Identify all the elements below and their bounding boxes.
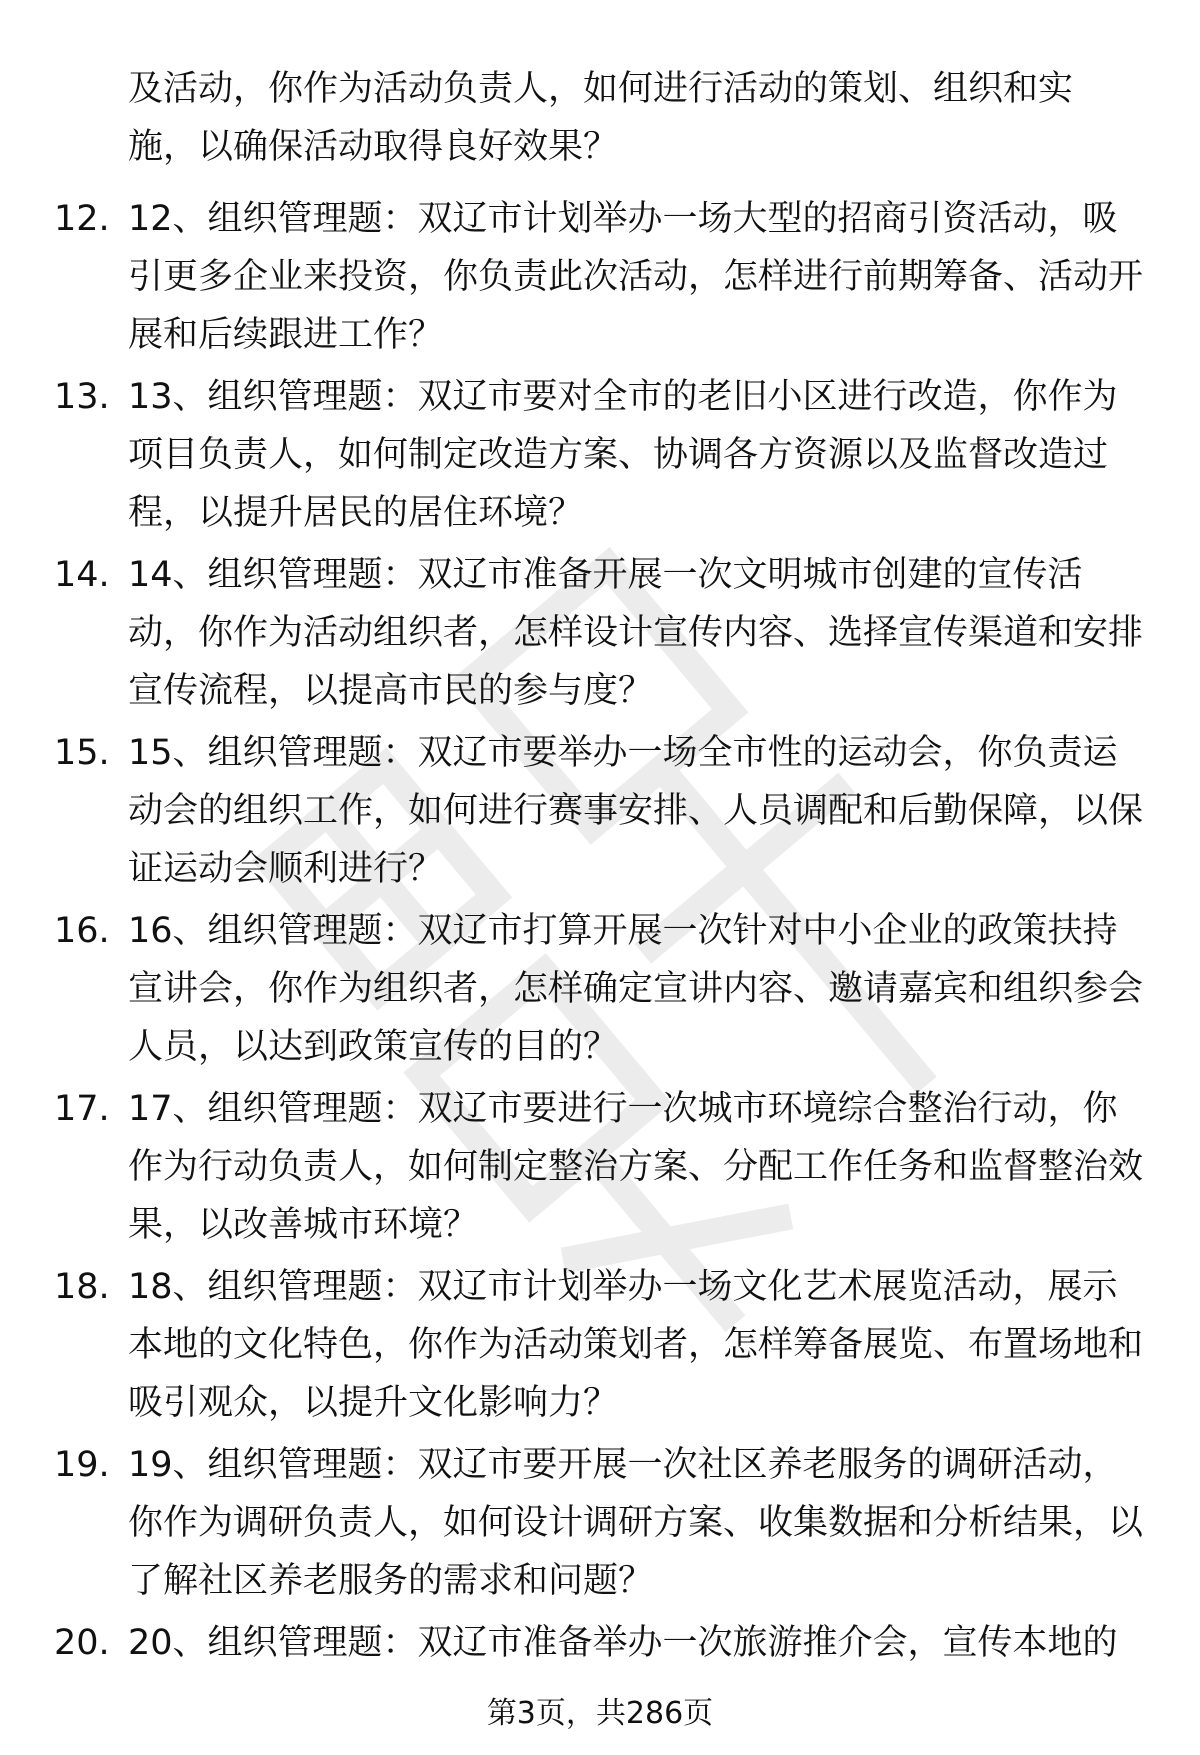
list-item	[0, 368, 1200, 546]
question-text: 12、组织管理题：双辽市计划举办一场大型的招商引资活动，吸引更多企业来投资，你负责此次活动，怎样进行前期筹备、活动开展和后续跟进工作？	[128, 199, 1144, 355]
question-number: 12.	[54, 199, 110, 239]
question-text: 18、组织管理题：双辽市计划举办一场文化艺术展览活动，展示本地的文化特色，你作为活动策划者，怎样筹备展览、布置场地和吸引观众，以提升文化影响力？	[128, 1267, 1144, 1423]
continuation-text: 及活动，你作为活动负责人，如何进行活动的策划、组织和实施，以确保活动取得良好效果？	[128, 69, 1074, 167]
list-item	[0, 1614, 1200, 1684]
list-item	[0, 1080, 1200, 1258]
question-number: 15.	[54, 733, 110, 773]
list-item	[0, 724, 1200, 902]
question-text: 13、组织管理题：双辽市要对全市的老旧小区进行改造，你作为项目负责人，如何制定改造方案、协调各方资源以及监督改造过程，以提升居民的居住环境？	[128, 377, 1118, 533]
list-item	[0, 1258, 1200, 1436]
page-footer: 第3页，共286页	[486, 1696, 714, 1731]
question-text: 14、组织管理题：双辽市准备开展一次文明城市创建的宣传活动，你作为活动组织者，怎样设计宣传内容、选择宣传渠道和安排宣传流程，以提高市民的参与度？	[128, 555, 1144, 711]
question-text: 20、组织管理题：双辽市准备举办一次旅游推介会，宣传本地的	[128, 1623, 1118, 1663]
question-text: 19、组织管理题：双辽市要开展一次社区养老服务的调研活动，你作为调研负责人，如何设计调研方案、收集数据和分析结果，以了解社区养老服务的需求和问题？	[128, 1445, 1144, 1601]
question-text: 15、组织管理题：双辽市要举办一场全市性的运动会，你负责运动会的组织工作，如何进行赛事安排、人员调配和后勤保障，以保证运动会顺利进行？	[128, 733, 1144, 889]
question-text: 16、组织管理题：双辽市打算开展一次针对中小企业的政策扶持宣讲会，你作为组织者，怎样确定宣讲内容、邀请嘉宾和组织参会人员，以达到政策宣传的目的？	[128, 911, 1144, 1067]
list-item	[0, 1436, 1200, 1614]
question-number: 19.	[54, 1445, 110, 1485]
question-number: 13.	[54, 377, 110, 417]
question-number: 14.	[54, 555, 110, 595]
list-item	[0, 902, 1200, 1080]
question-number: 16.	[54, 911, 110, 951]
question-number: 18.	[54, 1267, 110, 1307]
question-number: 20.	[54, 1623, 110, 1663]
list-item	[0, 190, 1200, 368]
question-number: 17.	[54, 1089, 110, 1129]
question-text: 17、组织管理题：双辽市要进行一次城市环境综合整治行动，你作为行动负责人，如何制定整治方案、分配工作任务和监督整治效果，以改善城市环境？	[128, 1089, 1144, 1245]
list-item	[0, 546, 1200, 724]
question-list	[0, 190, 1200, 1684]
